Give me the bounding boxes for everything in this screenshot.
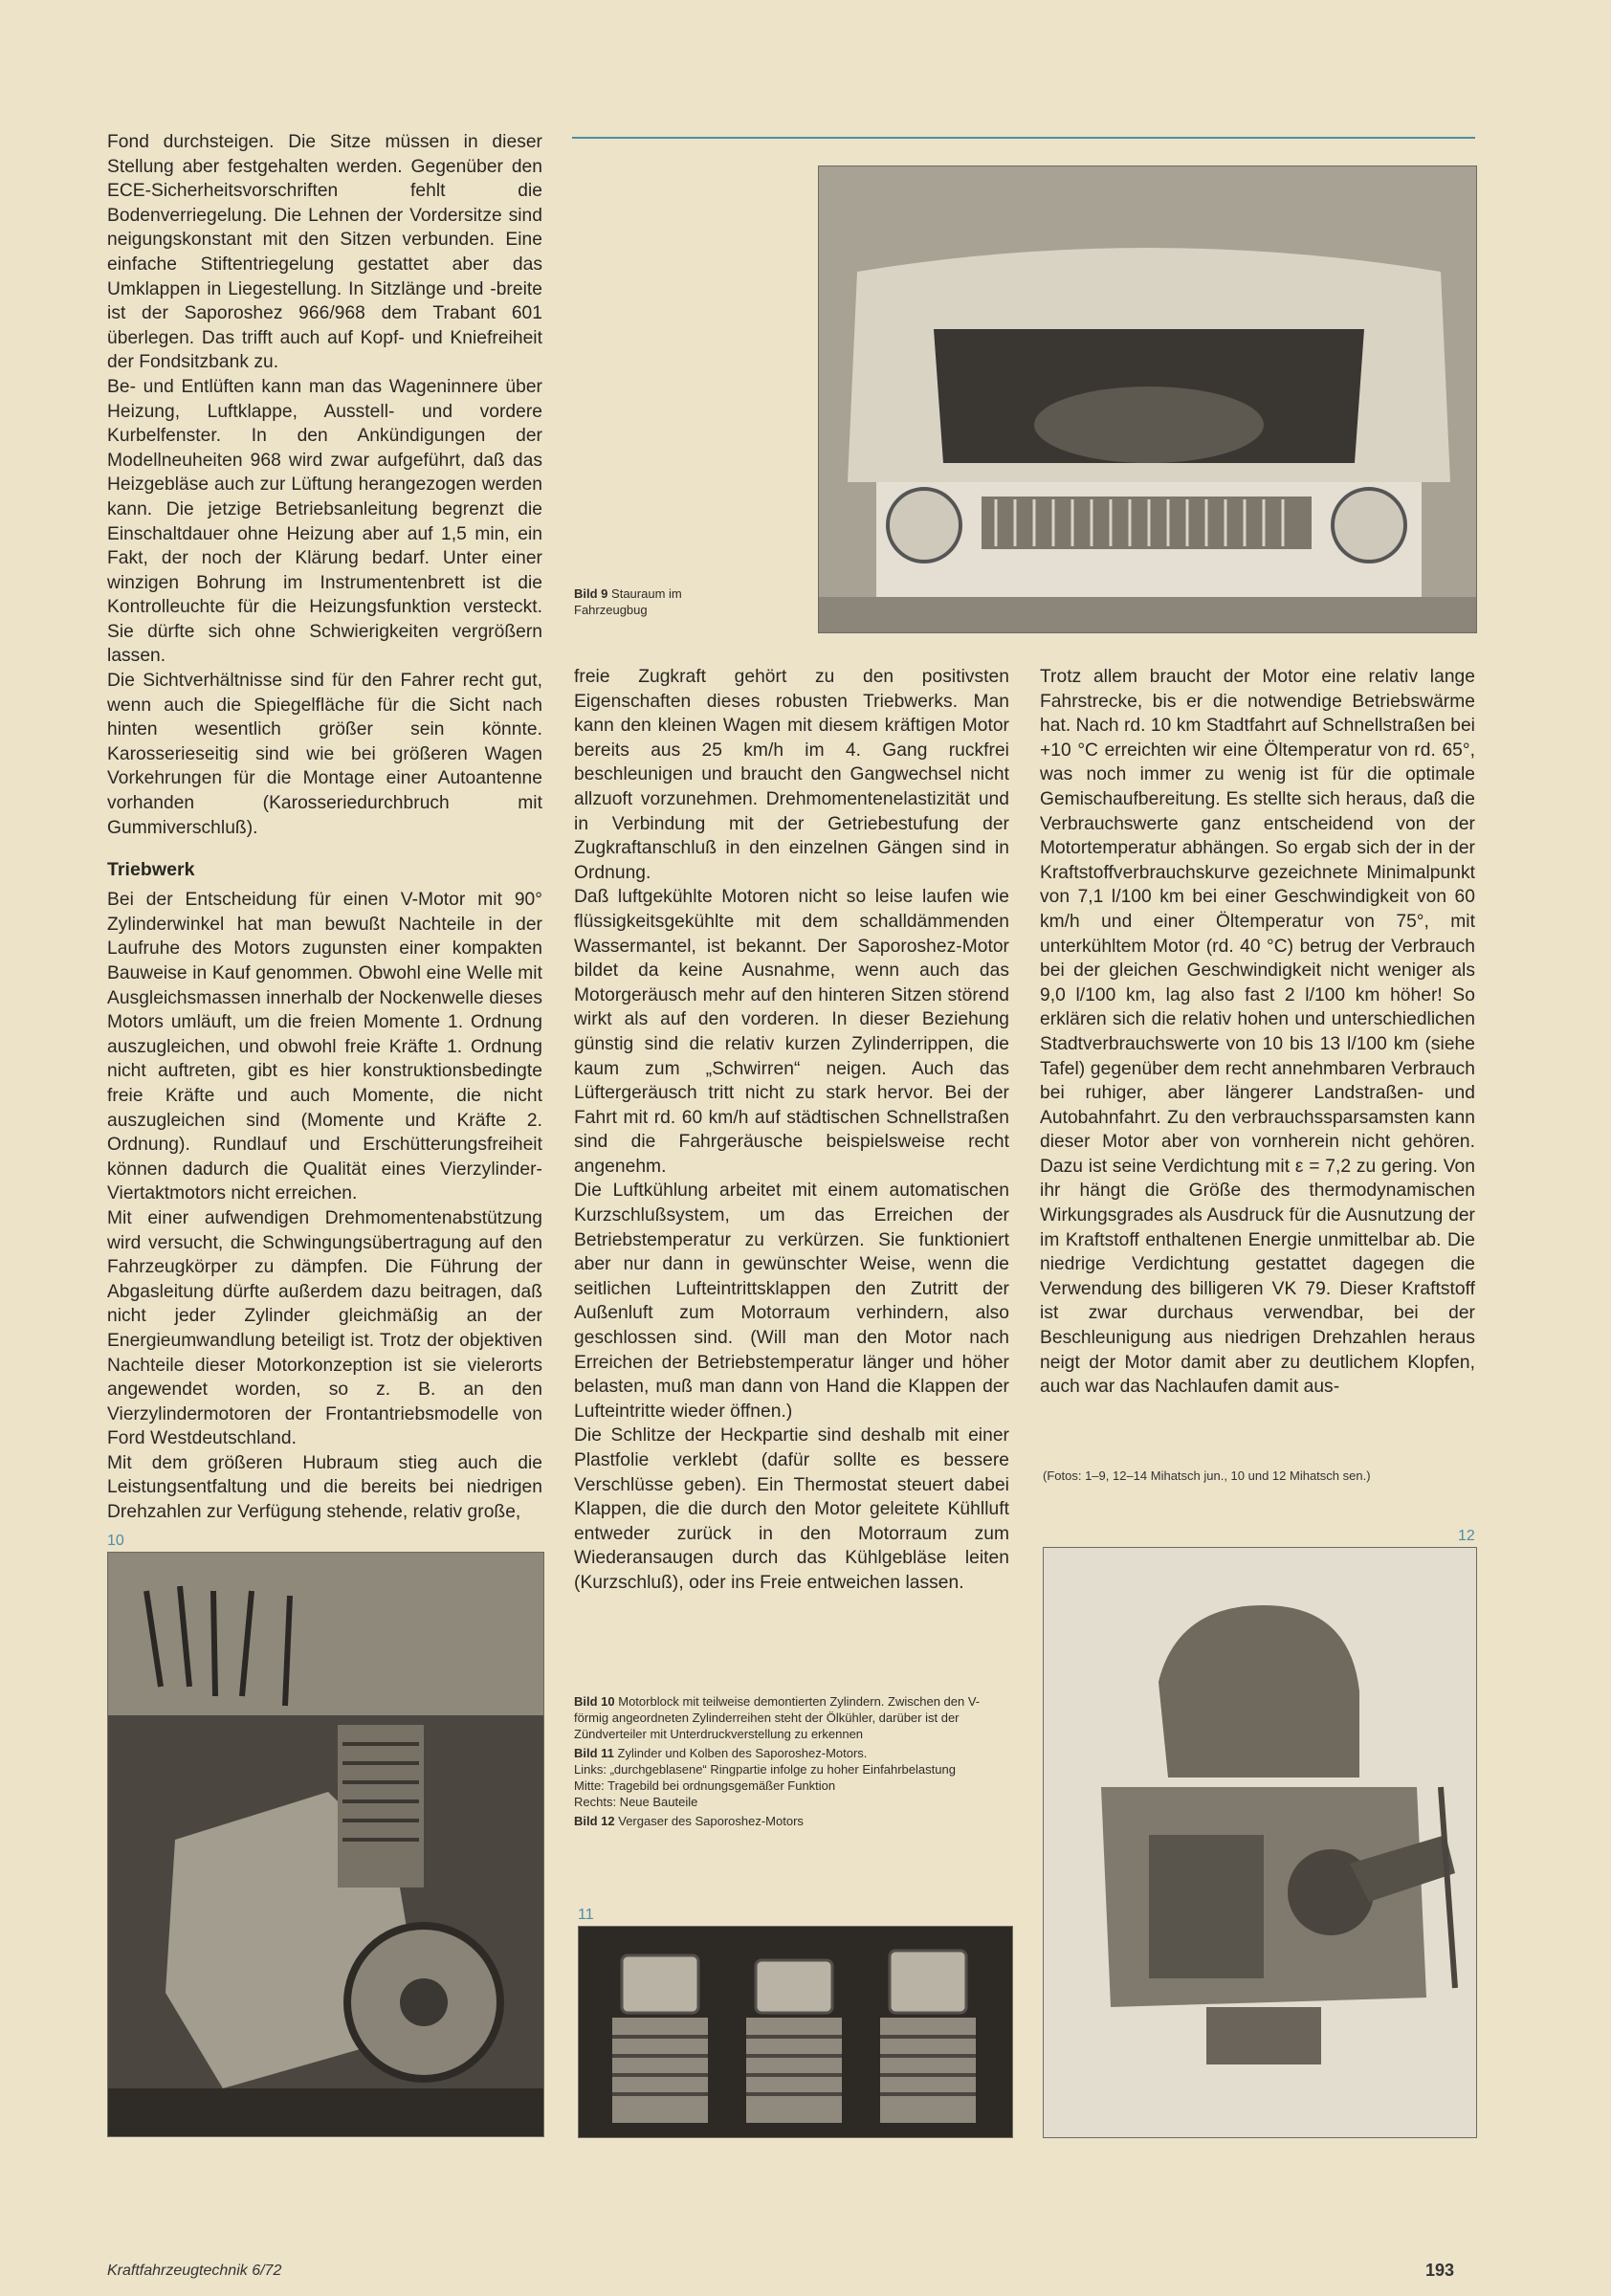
- col1-paragraph-2: Be- und Entlüften kann man das Wageninnere über Heizung, Luftklappe, Ausstell- und vordere Kurbelfenster. In den Ankündigungen der Modellneuheiten 968 wird zwar aufgeführt, daß das Heizgebläse auch zur Lüftung herangezogen werden kann. Die jetzige Betriebsanleitung begrenzt die Einschaltdauer ohne Heizung aber auf 1,5 min, ein Fakt, der noch der Klärung bedarf. Unter einer winzigen Bohrung im Instrumentenbrett ist die Kontrolleuchte für die Heizungsfunktion versteckt. Sie dürfte sich ohne Schwierigkeiten vergrößern lassen.: [107, 376, 542, 667]
- col1-paragraph-4: Bei der Entscheidung für einen V-Motor mit 90° Zylinderwinkel hat man bewußt Nachteile in der Laufruhe des Motors zugunsten einer kompakten Bauweise in Kauf genommen. Obwohl eine Welle mit Ausgleichsmassen innerhalb der Nockenwelle dieses Motors umläuft, um die freien Momente 1. Ordnung auszugleichen, und obwohl freie Kräfte 1. Ordnung nicht auftreten, gibt es hier konstruktionsbedingte freie Kräfte und auch Momente, die nicht auszugleichen sind (Momente und Kräfte 2. Ordnung). Rundlauf und Erschütterungsfreiheit können dadurch die Qualität eines Vierzylinder-Viertaktmotors nicht erreichen.: [107, 890, 542, 1204]
- column-3: [1040, 665, 1475, 1400]
- figure-number-11: 11: [578, 1907, 594, 1923]
- caption-bild-9-text: Stauraum im Fahrzeugbug: [574, 586, 682, 617]
- col3-paragraph-1: Trotz allem braucht der Motor eine relativ lange Fahrstrecke, bis er die notwendige Betriebswärme hat. Nach rd. 10 km Stadtfahrt auf Schnellstraßen bei +10 °C erreichten wir eine Öltemperatur von rd. 65°, was noch immer zu wenig ist für die optimale Gemischaufbereitung. Es stellte sich heraus, daß die Verbrauchswerte ganz entscheidend von der Motortemperatur abhängen. So ergab sich der in der Kraftstoffverbrauchskurve gezeichnete Minimalpunkt von 7,1 l/100 km bei einer Geschwindigkeit von 60 km/h und einer Öltemperatur von 75°, mit unterkühltem Motor (rd. 40 °C) betrug der Verbrauch bei der gleichen Geschwindigkeit nicht weniger als 9,0 l/100 km, lag also fast 2 l/100 km höher! So erklären sich die relativ hohen und unterschiedlichen Stadtverbrauchswerte von 10 bis 13 l/100 km (siehe Tafel) gegenüber dem recht annehmbaren Verbrauch bei ruhiger, aber längerer Landstraßen- und Autobahnfahrt. Zu den verbrauchssparsamsten kann dieser Motor aber von vornherein nicht gehören. Dazu ist seine Verdichtung mit ε = 7,2 zu gering. Von ihr hängt die Größe des thermodynamischen Wirkungsgrades als Ausdruck für die Ausnutzung der im Kraftstoff enthaltenen Energie unmittelbar ab. Die niedrige Verdichtung gestattet dagegen die Verwendung des billigeren VK 79. Dieser Kraftstoff ist zwar durchaus verwendbar, bei der Beschleunigung aus niedrigen Drehzahlen heraus neigt der Motor damit aber zu deutlichem Klopfen, auch war das Nachlaufen damit aus-: [1040, 667, 1475, 1398]
- photo-bild-10-engine-block: [107, 1552, 544, 2137]
- figure-number-10: 10: [107, 1533, 124, 1549]
- photo-credits: (Fotos: 1–9, 12–14 Mihatsch jun., 10 und 12 Mihatsch sen.): [1043, 1468, 1371, 1483]
- caption-bild-11-mitte: Mitte: Tragebild bei ordnungsgemäßer Funktion: [574, 1778, 836, 1793]
- col2-paragraph-1: freie Zugkraft gehört zu den positivsten Eigenschaften dieses robusten Triebwerks. Man kann den kleinen Wagen mit diesem kräftigen Motor bereits aus 25 km/h im 4. Gang ruckfrei beschleunigen und braucht den Gangwechsel nicht allzuoft vorzunehmen. Drehmomentenelastizität und in Verbindung mit der Getriebestufung der Zugkraftanschluß in den einzelnen Gängen sind in Ordnung.: [574, 667, 1009, 883]
- col2-paragraph-2: Daß luftgekühlte Motoren nicht so leise laufen wie flüssigkeitsgekühlte mit dem schalldämmenden Wassermantel, ist bekannt. Der Saporoshez-Motor bildet da keine Ausnahme, wenn auch das Motorgeräusch mehr auf den hinteren Sitzen störend wirkt als auf den vorderen. In dieser Beziehung günstig sind die relativ kurzen Zylinderrippen, die kaum zum „Schwirren“ neigen. Auch das Lüftergeräusch tritt nicht zu stark hervor. Bei der Fahrt mit rd. 60 km/h auf städtischen Schnellstraßen sind die Fahrgeräusche beispielsweise recht angenehm.: [574, 887, 1009, 1177]
- column-2: [574, 665, 1009, 1596]
- caption-bild-10-text: Motorblock mit teilweise demontierten Zylindern. Zwischen den V-förmig angeordneten Zylinderreihen steht der Ölkühler, darüber ist der Zündverteiler mit Unterdruckverstellung zu erkennen: [574, 1694, 981, 1741]
- caption-bild-11-text: Zylinder und Kolben des Saporoshez-Motors.: [617, 1746, 868, 1760]
- photo-bild-12-carburetor: [1043, 1547, 1477, 2138]
- caption-bild-12-label: Bild 12: [574, 1814, 615, 1828]
- accent-rule: [572, 137, 1475, 139]
- col2-paragraph-3: Die Luftkühlung arbeitet mit einem automatischen Kurzschlußsystem, um das Erreichen der Betriebstemperatur zu verkürzen. Sie funktioniert aber nur dann in gewünschter Weise, wenn die seitlichen Lufteintrittsklappen den Zutritt der Außenluft zum Motorraum verhindern, also geschlossen sind. (Will man den Motor nach Erreichen der Betriebstemperatur länger und höher belasten, muß man dann von Hand die Klappen der Lufteintritte wieder öffnen.): [574, 1181, 1009, 1422]
- col1-paragraph-5: Mit einer aufwendigen Drehmomentenabstützung wird versucht, die Schwingungsübertragung auf den Fahrzeugkörper zu dämpfen. Die Führung der Abgasleitung dürfte außerdem dazu beitragen, daß nicht jeder Zylinder gleichmäßig an der Energieumwandlung beteiligt ist. Trotz der objektiven Nachteile dieser Motorkonzeption ist sie vielerorts angewendet worden, so z. B. an den Vierzylindermotoren der Frontantriebsmodelle von Ford Westdeutschland.: [107, 1207, 542, 1449]
- footer-page-number: 193: [1425, 2261, 1455, 2280]
- caption-bild-11-links: Links: „durchgeblasene“ Ringpartie infolge zu hoher Einfahrbelastung: [574, 1762, 956, 1777]
- caption-block-bild-10-12: [574, 1693, 1009, 1832]
- figure-number-12: 12: [1458, 1528, 1475, 1544]
- footer-journal: Kraftfahrzeugtechnik 6/72: [107, 2263, 282, 2279]
- photo-bild-9-front-trunk: [818, 166, 1477, 633]
- caption-bild-12-text: Vergaser des Saporoshez-Motors: [618, 1814, 804, 1828]
- photo-bild-11-cylinders: [578, 1926, 1013, 2138]
- col1-paragraph-6: Mit dem größeren Hubraum stieg auch die Leistungsentfaltung und die bereits bei niedrigen Drehzahlen zur Verfügung stehende, relativ große,: [107, 1452, 542, 1523]
- section-heading-triebwerk: Triebwerk: [107, 859, 195, 881]
- caption-bild-10-label: Bild 10: [574, 1694, 615, 1709]
- caption-bild-11: [574, 1745, 1009, 1810]
- caption-bild-10: [574, 1693, 1009, 1742]
- caption-bild-11-label: Bild 11: [574, 1746, 614, 1760]
- caption-bild-9: [574, 585, 703, 618]
- column-1: [107, 130, 542, 1525]
- col1-paragraph-3: Die Sichtverhältnisse sind für den Fahrer recht gut, wenn auch die Spiegelfläche für die Sicht nach hinten wesentlich größer sein könnte. Karosserieseitig sind wie bei größeren Wagen Vorkehrungen für die Montage einer Autoantenne vorhanden (Karosseriedurchbruch mit Gummiverschluß).: [107, 671, 542, 838]
- caption-bild-12: [574, 1813, 1009, 1829]
- col2-paragraph-4: Die Schlitze der Heckpartie sind deshalb mit einer Plastfolie verklebt (dafür sollte es bessere Verschlüsse geben). Ein Thermostat steuert dabei Klappen, die die durch den Motor geleitete Kühlluft entweder zurück in den Motorraum zum Wiederansaugen durch das Kühlgebläse leiten (Kurzschluß), oder ins Freie entweichen lassen.: [574, 1425, 1009, 1593]
- col1-paragraph-1: Fond durchsteigen. Die Sitze müssen in dieser Stellung aber festgehalten werden. Gegenüber den ECE-Sicherheitsvorschriften fehlt die Bodenverriegelung. Die Lehnen der Vordersitze sind neigungskonstant mit den Sitzen verbunden. Eine einfache Stiftentriegelung gestattet aber das Umklappen in Liegestellung. In Sitzlänge und -breite ist der Saporoshez 966/968 dem Trabant 601 überlegen. Das trifft auch auf Kopf- und Kniefreiheit der Fondsitzbank zu.: [107, 132, 542, 373]
- caption-bild-11-rechts: Rechts: Neue Bauteile: [574, 1795, 698, 1809]
- caption-bild-9-label: Bild 9: [574, 586, 608, 601]
